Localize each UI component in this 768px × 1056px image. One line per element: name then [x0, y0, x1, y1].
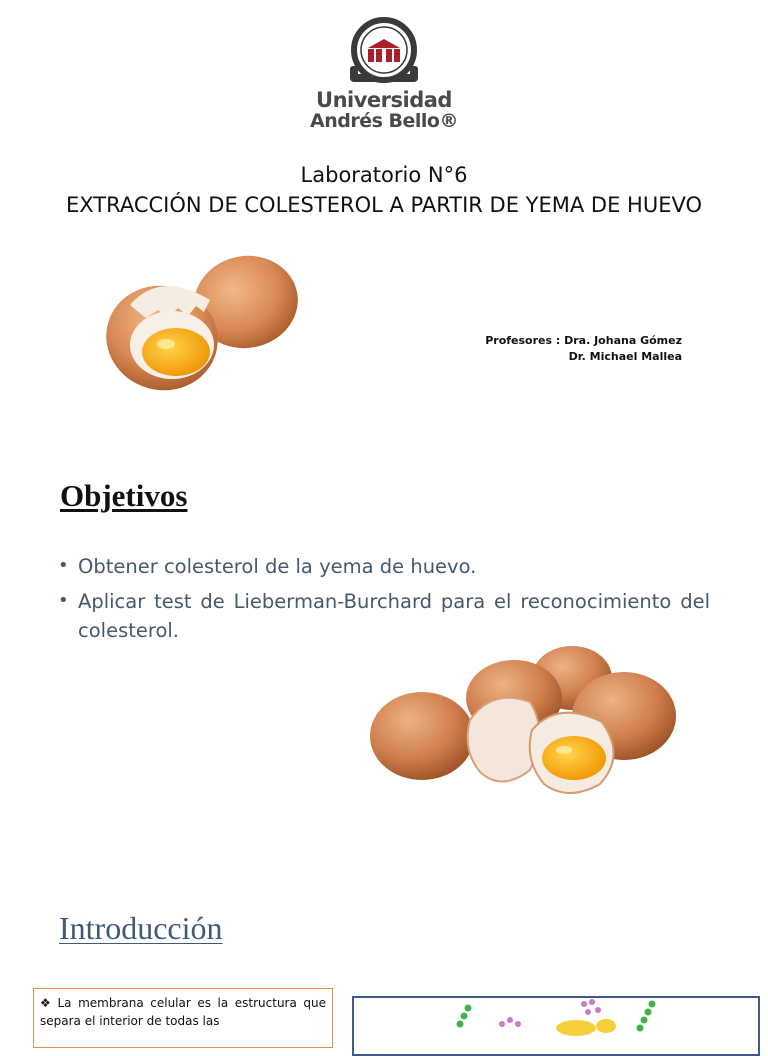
professors-block — [430, 333, 682, 365]
intro-text-box — [33, 988, 333, 1048]
objetivos-heading: Objetivos — [60, 478, 188, 513]
logo-text-andres-bello: Andrés Bello® — [310, 110, 458, 132]
cracked-egg-image — [100, 250, 310, 400]
eggs-group-image — [362, 640, 682, 810]
slide-title — [60, 160, 708, 220]
lab-number: Laboratorio N°6 — [300, 163, 468, 187]
logo-text-universidad: Universidad — [316, 88, 452, 112]
university-crest-icon — [300, 12, 468, 92]
membrane-diagram — [352, 996, 760, 1056]
introduccion-heading: Introducción — [59, 910, 223, 946]
university-logo — [300, 12, 468, 130]
membrane-molecules-icon — [354, 998, 760, 1056]
intro-paragraph: La membrana celular es la estructura que separa el interior de todas las — [40, 996, 326, 1028]
diamond-bullet-icon: ❖ — [40, 996, 54, 1010]
professor-2: Dr. Michael Mallea — [568, 350, 682, 363]
professor-1: Profesores : Dra. Johana Gómez — [485, 334, 682, 347]
objetivos-list — [58, 552, 710, 651]
list-item: • Obtener colesterol de la yema de huevo. — [58, 552, 710, 581]
lab-title: EXTRACCIÓN DE COLESTEROL A PARTIR DE YEMA DE HUEVO — [66, 193, 702, 217]
list-item: • Aplicar test de Lieberman-Burchard para el reconocimiento del colesterol. — [58, 587, 710, 645]
